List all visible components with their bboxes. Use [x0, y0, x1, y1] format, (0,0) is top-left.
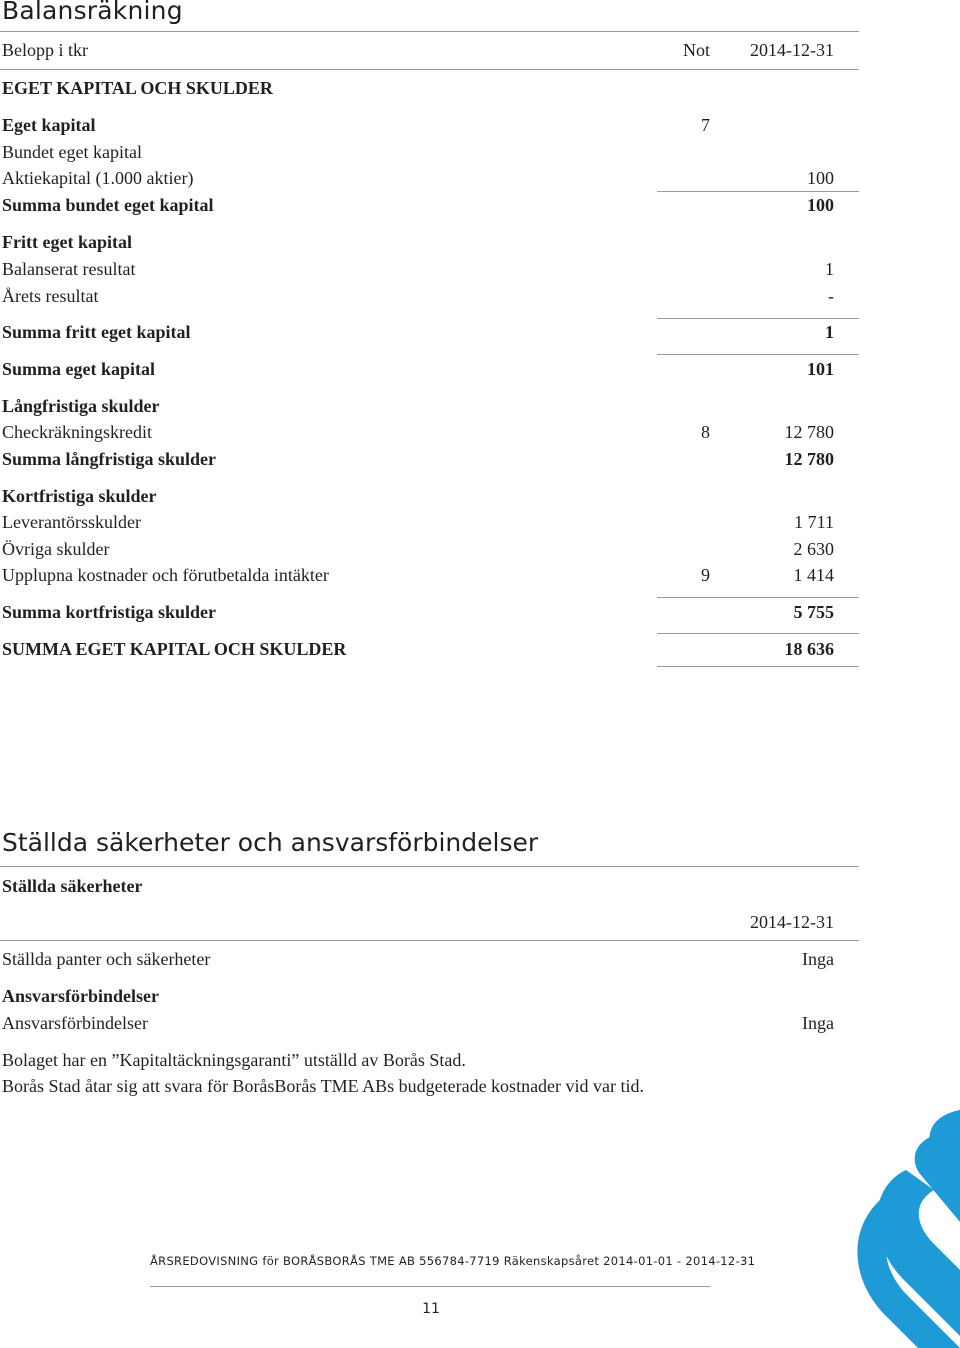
pledged-date: 2014-12-31 [750, 912, 834, 932]
brand-logo-graphic [840, 1110, 960, 1348]
row-label: Checkräkningskredit [2, 422, 152, 442]
row-not: 8 [701, 422, 710, 442]
page-number: 11 [422, 1301, 440, 1317]
note-text: Borås Stad åtar sig att svara för BoråsBorås TME ABs budgeterade kostnader vid var tid. [2, 1076, 645, 1096]
header-not: Not [683, 40, 710, 60]
note-text: Bolaget har en ”Kapitaltäckningsgaranti” utställd av Borås Stad. [2, 1050, 466, 1070]
row-label: Summa kortfristiga skulder [2, 602, 217, 622]
row-value: 1 711 [794, 512, 834, 532]
row-label: Årets resultat [2, 286, 99, 306]
row-label: Aktiekapital (1.000 aktier) [2, 168, 194, 188]
subtotal-rule [657, 354, 859, 355]
row-value: Inga [802, 1013, 834, 1033]
row-value: 5 755 [793, 602, 834, 622]
row-value: 1 [825, 322, 834, 342]
total-label: SUMMA EGET KAPITAL OCH SKULDER [2, 639, 347, 659]
subtotal-rule [657, 597, 859, 598]
row-label: Balanserat resultat [2, 259, 136, 279]
row-label: Ansvarsförbindelser [2, 1013, 148, 1033]
subtotal-rule [657, 318, 859, 319]
pledged-header-rule [0, 940, 859, 941]
row-value: 100 [807, 168, 834, 188]
row-label: Summa eget kapital [2, 359, 155, 379]
subtotal-rule [657, 191, 859, 192]
row-value: 1 [825, 259, 834, 279]
row-value: 12 780 [784, 422, 834, 442]
row-label: Eget kapital [2, 115, 96, 135]
subtotal-rule [657, 633, 859, 634]
row-label: Fritt eget kapital [2, 232, 132, 252]
page-title: Balansräkning [2, 0, 183, 25]
title-rule [0, 31, 859, 32]
row-label: Ställda panter och säkerheter [2, 949, 211, 969]
row-label: Summa bundet eget kapital [2, 195, 214, 215]
header-date: 2014-12-31 [750, 40, 834, 60]
section-heading: EGET KAPITAL OCH SKULDER [2, 78, 273, 98]
subsection-heading: Ansvarsförbindelser [2, 986, 159, 1006]
row-not: 7 [701, 115, 710, 135]
row-label: Leverantörsskulder [2, 512, 141, 532]
row-label: Bundet eget kapital [2, 142, 142, 162]
header-label: Belopp i tkr [2, 40, 88, 60]
row-label: Summa fritt eget kapital [2, 322, 191, 342]
row-not: 9 [701, 565, 710, 585]
row-value: 1 414 [793, 565, 834, 585]
row-label: Upplupna kostnader och förutbetalda intäkter [2, 565, 329, 585]
row-value: 2 630 [793, 539, 834, 559]
header-rule [0, 69, 859, 70]
row-label: Övriga skulder [2, 539, 110, 559]
row-label: Summa långfristiga skulder [2, 449, 217, 469]
section-title-rule [0, 866, 859, 867]
row-value: 100 [807, 195, 834, 215]
total-rule [657, 666, 859, 667]
row-value: - [828, 286, 834, 306]
footer-text: ÅRSREDOVISNING för BORÅSBORÅS TME AB 556784-7719 Räkenskapsåret 2014-01-01 - 2014-12-31 [150, 1254, 756, 1268]
row-value: Inga [802, 949, 834, 969]
total-value: 18 636 [784, 639, 834, 659]
footer-rule [150, 1286, 710, 1287]
row-label: Långfristiga skulder [2, 396, 160, 416]
section-title: Ställda säkerheter och ansvarsförbindelser [2, 828, 539, 857]
subsection-heading: Ställda säkerheter [2, 876, 143, 896]
row-label: Kortfristiga skulder [2, 486, 157, 506]
row-value: 12 780 [784, 449, 834, 469]
row-value: 101 [807, 359, 834, 379]
